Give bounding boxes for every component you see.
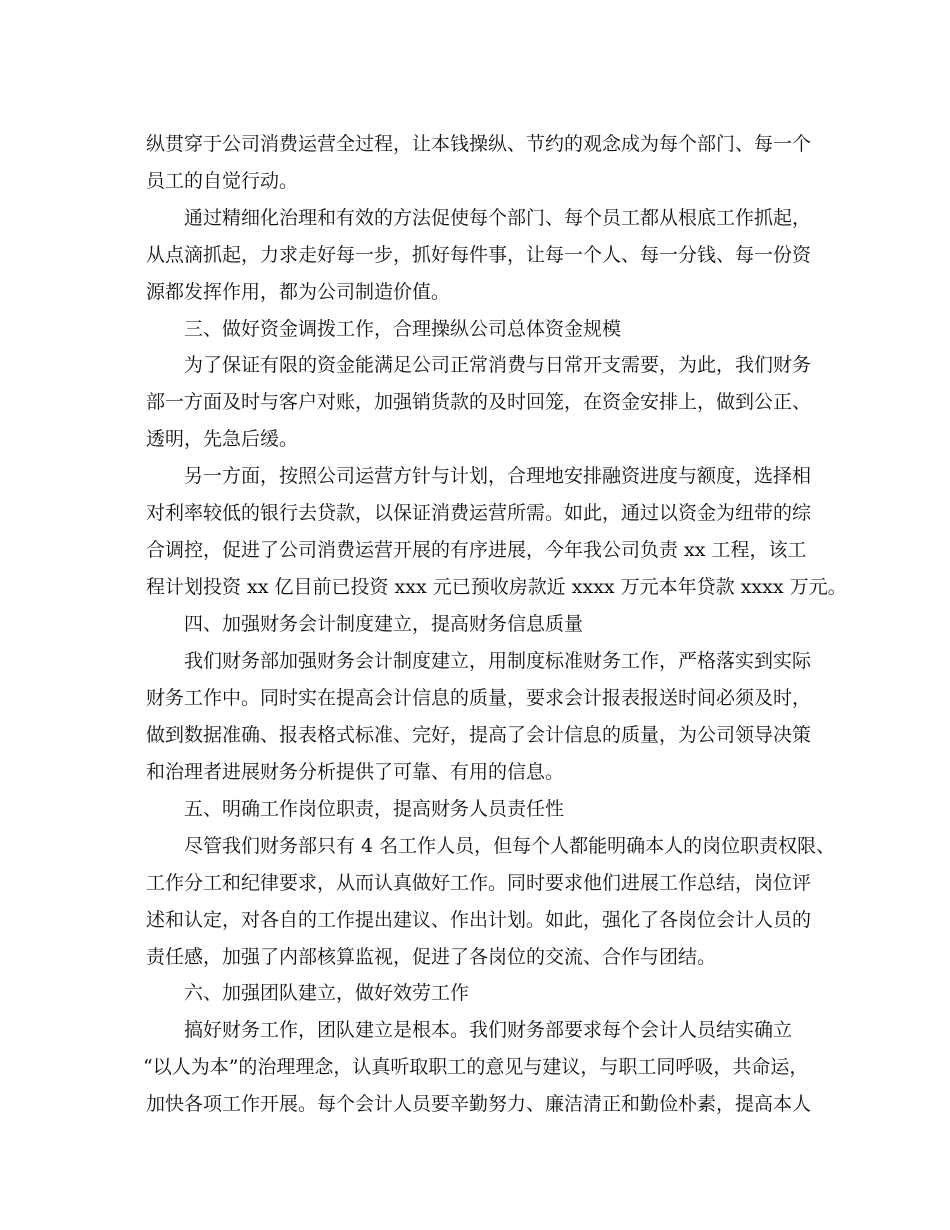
paragraph-line: 我们财务部加强财务会计制度建立，用制度标准财务工作，严格落实到实际 <box>184 650 812 672</box>
section-heading: 五、明确工作岗位职责，提高财务人员责任性 <box>184 798 565 820</box>
paragraph-line: 搞好财务工作，团队建立是根本。我们财务部要求每个会计人员结实确立 <box>184 1019 793 1041</box>
paragraph-line: 为了保证有限的资金能满足公司正常消费与日常开支需要，为此，我们财务 <box>184 354 812 376</box>
paragraph-line: 另一方面，按照公司运营方针与计划，合理地安排融资进度与额度，选择相 <box>184 465 812 487</box>
paragraph-line: 从点滴抓起，力求走好每一步，抓好每件事，让每一个人、每一分钱、每一份资 <box>146 244 812 266</box>
paragraph-line: 责任感，加强了内部核算监视，促进了各岗位的交流、合作与团结。 <box>146 946 717 968</box>
paragraph-line: 源都发挥作用，都为公司制造价值。 <box>146 281 451 303</box>
paragraph-line: 纵贯穿于公司消费运营全过程，让本钱操纵、节约的观念成为每个部门、每一个 <box>146 133 812 155</box>
paragraph-line: 员工的自觉行动。 <box>146 170 299 192</box>
paragraph-line: 工作分工和纪律要求，从而认真做好工作。同时要求他们进展工作总结，岗位评 <box>146 872 812 894</box>
paragraph-line: “以人为本”的治理理念，认真听取职工的意见与建议，与职工同呼吸，共命运， <box>143 1056 809 1078</box>
paragraph-line: 对利率较低的银行去贷款，以保证消费运营所需。如此，通过以资金为纽带的综 <box>146 502 812 524</box>
paragraph-line: 述和认定，对各自的工作提出建议、作出计划。如此，强化了各岗位会计人员的 <box>146 909 812 931</box>
paragraph-line: 尽管我们财务部只有 4 名工作人员，但每个人都能明确本人的岗位职责权限、 <box>184 835 836 857</box>
paragraph-line: 和治理者进展财务分析提供了可靠、有用的信息。 <box>146 761 565 783</box>
paragraph-line: 财务工作中。同时实在提高会计信息的质量，要求会计报表报送时间必须及时， <box>146 687 812 709</box>
paragraph-line: 程计划投资 xx 亿目前已投资 xxx 元已预收房款近 xxxx 万元本年贷款 xxxx 万元。 <box>146 576 847 598</box>
paragraph-line: 透明，先急后缓。 <box>146 428 299 450</box>
paragraph-line: 加快各项工作开展。每个会计人员要辛勤努力、廉洁清正和勤俭朴素，提高本人 <box>146 1093 812 1115</box>
section-heading: 六、加强团队建立，做好效劳工作 <box>184 982 470 1004</box>
section-heading: 三、做好资金调拨工作，合理操纵公司总体资金规模 <box>184 318 622 340</box>
section-heading: 四、加强财务会计制度建立，提高财务信息质量 <box>184 613 584 635</box>
paragraph-line: 做到数据准确、报表格式标准、完好，提高了会计信息的质量，为公司领导决策 <box>146 724 812 746</box>
paragraph-line: 合调控，促进了公司消费运营开展的有序进展，今年我公司负责 xx 工程，该工 <box>146 539 807 561</box>
paragraph-line: 部一方面及时与客户对账，加强销货款的及时回笼，在资金安排上，做到公正、 <box>146 391 812 413</box>
paragraph-line: 通过精细化治理和有效的方法促使每个部门、每个员工都从根底工作抓起， <box>184 207 812 229</box>
